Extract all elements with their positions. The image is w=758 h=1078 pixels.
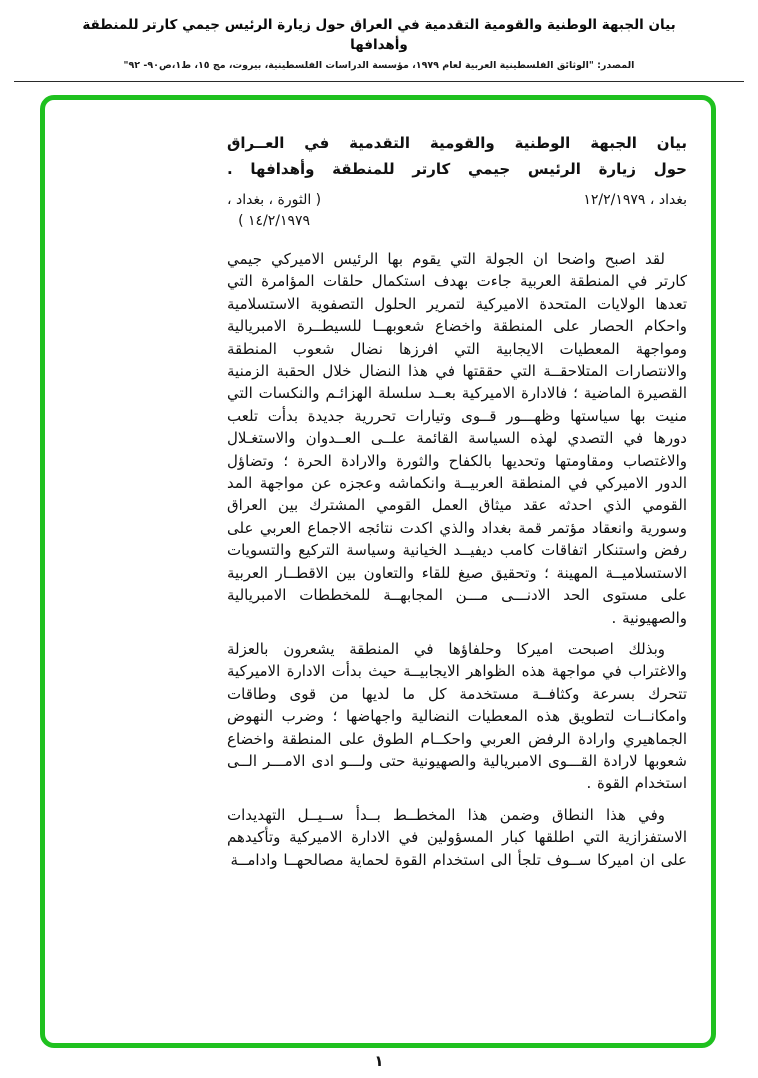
body-paragraph-1: لقد اصبح واضحا ان الجولة التي يقوم بها الرئيس الاميركي جيمي كارتر في المنطقة العربية جاءت بهدف استكمال حلقات المؤامرة التي تعدها الولايات المتحدة الاميركية لتمرير الحلول التصفوية الاستسلامية واحكام الحصار على المنطقة واخضاع شعوبهــا للسيطــرة الامبريالية ومواجهة المعطيات الايجابية التي افرزها نضال شعوب المنطقة والانتصارات المتلاحقــة التي حققتها في هذا النضال خلال الحقبة الزمنية القصيرة الماضية ؛ فالادارة الاميركية بعــد سلسلة الهزائـم والنكسات التي منيت بها سياستها وظهـــور قــوى وتيارات تحررية جديدة بدأت تلعب دورها في التصدي لهذه السياسة القائمة علــى العــدوان والاستغـلال والاغتصاب ومقاومتها وتحديها بالكفاح والثورة والارادة الحرة ؛ وتضاؤل الدور الاميركي في المنطقة العربيــة وانكماشه وعجزه عن مواجهة المد القومي الذي احدثه عقد ميثاق العمل القومي المشترك بين العراق وسورية وانعقاد مؤتمر قمة بغداد والذي اكدت نتائجه الاجماع العربي على رفض واستنكار اتفاقات كامب ديفيــد الخيانية وسياسة التركيع والتسويات الاستسلاميــة المهينة ؛ وتحقيق صيغ للقاء والتعاون بين الاقطــار العربية على مستوى الحد الادنـــى مـــن المجابهــة للمخططات الامبريالية والصهيونية . — [227, 250, 687, 627]
document-title-line1: بيان الجبهة الوطنية والقومية التقدمية في العــراق — [227, 134, 687, 152]
dateline-place-date: بغداد ، ١٢/٢/١٩٧٩ — [583, 192, 687, 208]
document-border-frame — [40, 95, 716, 1048]
body-paragraph-3: وفي هذا النطاق وضمن هذا المخطــط بــدأ ســيــل التهديدات الاستفزازية التي اطلقها كبار المسؤولين في الادارة الاميركية وتأكيدهم على ان اميركا ســوف تلجأ الى استخدام القوة لحماية مصالحهــا وادامــة — [227, 805, 687, 869]
body-paragraph-2: وبذلك اصبحت اميركا وحلفاؤها في المنطقة يشعرون بالعزلة والاغتراب في مواجهة هذه الظواهر الايجابيــة حيث بدأت الادارة الاميركية تتحرك بسرعة وكثافــة مستخدمة كل ما لديها من قوى وطاقات وامكانــات لتطويق هذه المعطيات النضالية واجهاضها ؛ وضرب النهوض الجماهيري وارادة الرفض العربي واحكــام الطوق على المنطقة واخضاع شعوبها لارادة القـــوى الامبريالية والصهيونية حتى ولـــو ادى الامـــر الــى استخدام القوة . — [227, 639, 687, 793]
document-title — [227, 130, 687, 182]
header-divider — [14, 81, 744, 82]
dateline-publication-line1: ( الثورة ، بغداد ، — [227, 192, 322, 208]
dateline-publication-line2: ١٤/٢/١٩٧٩ ) — [238, 213, 311, 229]
dateline-publication — [227, 190, 321, 232]
document-body — [227, 130, 687, 880]
document-title-line2: حول زيارة الرئيس جيمي كارتر للمنطقة وأهدافها . — [227, 160, 687, 178]
source-citation-line: المصدر: "الوثائق الفلسطينية العربية لعام ١٩٧٩، مؤسسة الدراسات الفلسطينية، بيروت، مج ١٥، ط١،ص٩٠- ٩٢" — [123, 60, 635, 71]
page-number: ١ — [374, 1052, 384, 1070]
page-header-title: بيان الجبهة الوطنية والقومية التقدمية في العراق حول زيارة الرئيس جيمي كارتر للمنطقة وأهدافها — [82, 17, 676, 53]
dateline — [227, 190, 687, 232]
